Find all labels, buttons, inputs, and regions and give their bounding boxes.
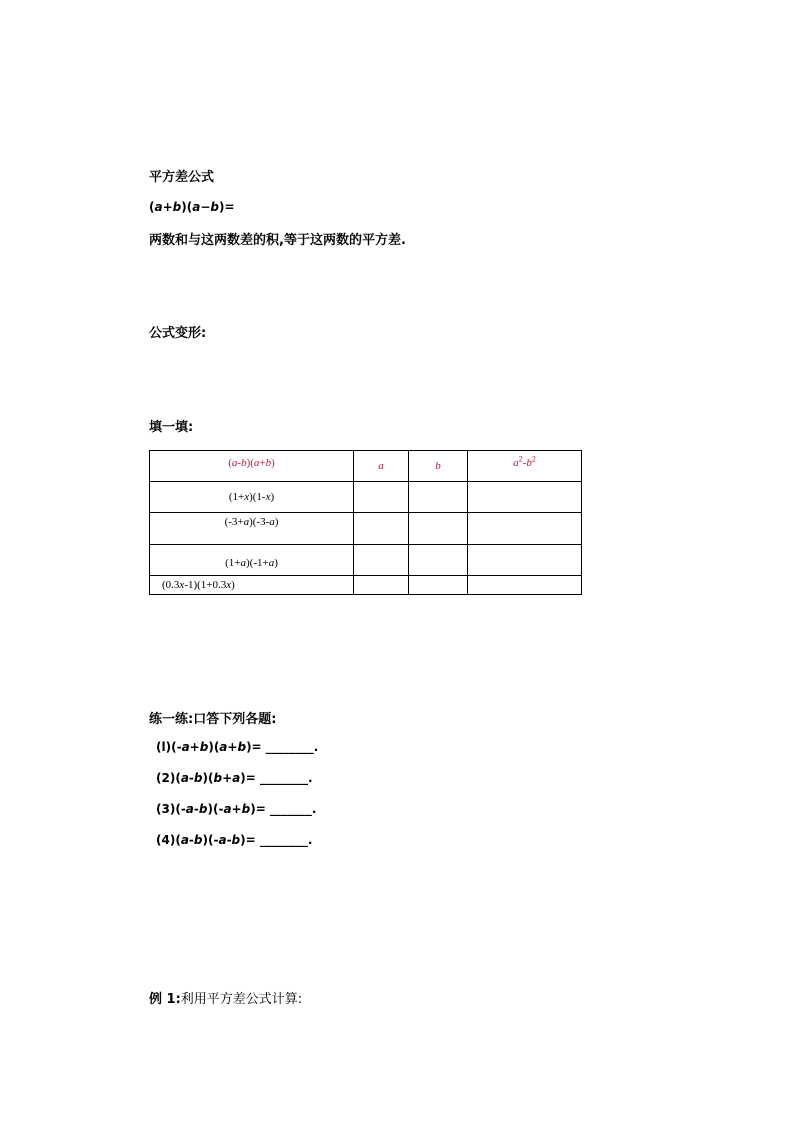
row-expression-cell: (-3+a)(-3-a): [150, 513, 354, 544]
practice-number: (4): [156, 833, 176, 847]
table-header-row: [150, 451, 582, 482]
heading-practice: 练一练:口答下列各题:: [149, 712, 277, 727]
practice-answer-blank[interactable]: = ________.: [245, 771, 313, 785]
practice-number: (3): [156, 802, 176, 816]
formula-line: [149, 200, 235, 214]
formula-expression: (a+b)(a−b): [149, 200, 225, 214]
answer-diff-cell[interactable]: [468, 575, 582, 594]
practice-answer-blank[interactable]: = ________.: [245, 833, 313, 847]
answer-a-cell[interactable]: [354, 482, 409, 513]
heading-square-difference-formula: 平方差公式: [149, 170, 215, 185]
example-label: 例 1:: [149, 992, 181, 1007]
answer-diff-cell[interactable]: [468, 482, 582, 513]
row-expression-cell: (1+a)(-1+a): [150, 544, 354, 575]
table-row: [150, 513, 582, 544]
table-row: [150, 544, 582, 575]
answer-b-cell[interactable]: [409, 513, 468, 544]
table-row: [150, 482, 582, 513]
practice-item: [156, 740, 318, 754]
practice-number: (2): [156, 771, 176, 785]
table-row: [150, 575, 582, 594]
heading-formula-transform: 公式变形:: [149, 326, 207, 341]
header-expression-cell: (a-b)(a+b): [150, 451, 354, 482]
practice-answer-blank[interactable]: = _______.: [255, 802, 317, 816]
answer-b-cell[interactable]: [409, 482, 468, 513]
row-expression-cell: (0.3x-1)(1+0.3x): [150, 575, 354, 594]
practice-answer-blank[interactable]: = ________.: [251, 740, 319, 754]
formula-equals: =: [224, 200, 235, 214]
fill-in-table: [149, 450, 582, 595]
practice-expression: (-a+b)(a+b): [171, 740, 252, 754]
answer-a-cell[interactable]: [354, 513, 409, 544]
header-b-cell: b: [409, 451, 468, 482]
answer-diff-cell[interactable]: [468, 544, 582, 575]
example-text: 利用平方差公式计算:: [180, 992, 303, 1007]
example-1: [149, 988, 302, 1007]
row-expression-cell: (1+x)(1-x): [150, 482, 354, 513]
header-a2-minus-b2-cell: $a^2-b^2$: [468, 451, 582, 482]
practice-expression: (-a-b)(-a+b): [175, 802, 256, 816]
practice-expression: (a-b)(-a-b): [175, 833, 246, 847]
answer-b-cell[interactable]: [409, 575, 468, 594]
answer-b-cell[interactable]: [409, 544, 468, 575]
answer-a-cell[interactable]: [354, 544, 409, 575]
answer-diff-cell[interactable]: [468, 513, 582, 544]
formula-statement: 两数和与这两数差的积,等于这两数的平方差.: [149, 233, 406, 248]
answer-a-cell[interactable]: [354, 575, 409, 594]
practice-item: [156, 802, 316, 816]
practice-item: [156, 833, 312, 847]
practice-item: [156, 771, 313, 785]
header-a-cell: a: [354, 451, 409, 482]
practice-number: (l): [156, 740, 172, 754]
practice-expression: (a-b)(b+a): [175, 771, 246, 785]
heading-fill-in: 填一填:: [149, 420, 194, 435]
